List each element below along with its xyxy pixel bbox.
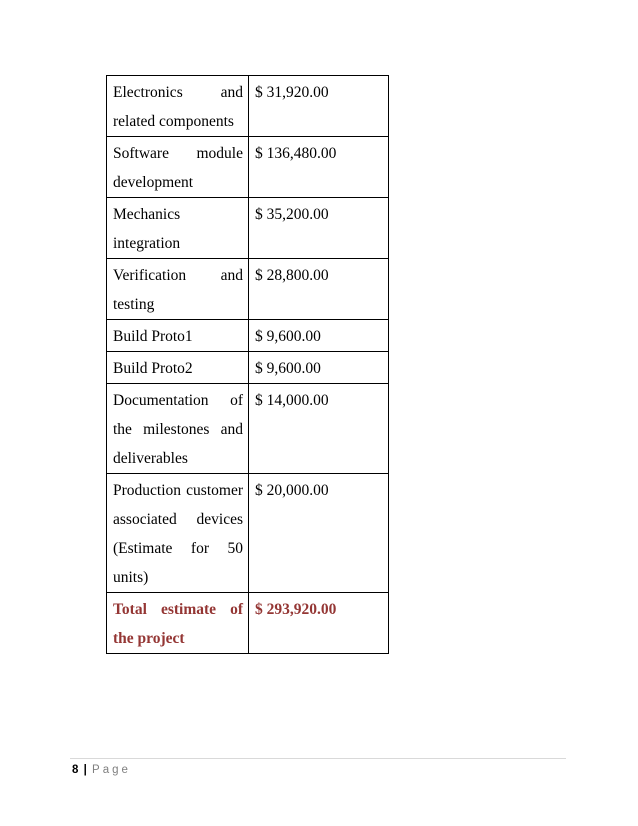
cost-cell: $ 31,920.00 (249, 76, 389, 137)
item-cell: Build Proto1 (107, 320, 249, 352)
cost-cell: $ 35,200.00 (249, 198, 389, 259)
total-row (107, 593, 389, 654)
table-row (107, 320, 389, 352)
total-label: Total estimate of the project (107, 593, 249, 654)
cost-cell: $ 14,000.00 (249, 384, 389, 474)
item-cell: Production customer associated devices (Estimate for 50 units) (107, 474, 249, 593)
item-cell: Verification and testing (107, 259, 249, 320)
page-label: Page (92, 764, 131, 776)
table-row (107, 137, 389, 198)
page-number: 8 (72, 764, 79, 776)
cost-cell: $ 9,600.00 (249, 352, 389, 384)
item-cell: Mechanics integration (107, 198, 249, 259)
table-row (107, 352, 389, 384)
item-cell: Documentation of the milestones and deliverables (107, 384, 249, 474)
cost-cell: $ 28,800.00 (249, 259, 389, 320)
item-cell: Software module development (107, 137, 249, 198)
footer-separator: | (83, 764, 87, 776)
page-footer (72, 762, 131, 778)
total-cost: $ 293,920.00 (249, 593, 389, 654)
item-cell: Electronics and related components (107, 76, 249, 137)
table-row (107, 259, 389, 320)
cost-cell: $ 9,600.00 (249, 320, 389, 352)
footer-divider (70, 758, 566, 759)
cost-cell: $ 20,000.00 (249, 474, 389, 593)
table-row (107, 198, 389, 259)
table-row (107, 384, 389, 474)
item-cell: Build Proto2 (107, 352, 249, 384)
table-row (107, 76, 389, 137)
cost-cell: $ 136,480.00 (249, 137, 389, 198)
table-row (107, 474, 389, 593)
cost-estimate-table (106, 75, 389, 654)
